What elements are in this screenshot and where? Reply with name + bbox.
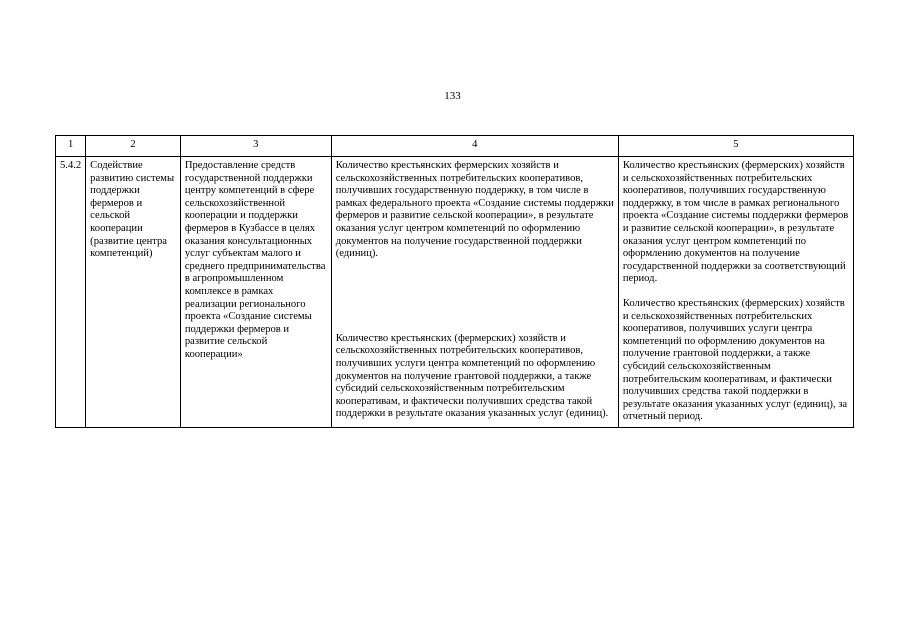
header-cell-3: 3 [180,136,331,157]
methodology-cell [618,157,853,428]
page-number: 133 [444,90,461,102]
methodology-paragraph-2: Количество крестьянских (фермерских) хозяйств и сельскохозяйственных потребительских кооперативов, получивших услуги центра компетенций по оформлению документов на получение грантовой поддержки, а также субсидий сельскохозяйственным потребительским кооперативам, и фактически получивших средства такой поддержки в результате оказания указанных услуг (единиц), за отчетный период. [622,297,848,423]
row-number-cell: 5.4.2 [56,157,86,428]
indicator-table [55,135,854,428]
measure-name-cell: Содействие развитию системы поддержки фермеров и сельской кооперации (развитие центра компетенций) [86,157,181,428]
table-header-row [56,136,854,157]
header-cell-4: 4 [331,136,618,157]
header-cell-1: 1 [56,136,86,157]
indicator-paragraph-1: Количество крестьянских фермерских хозяйств и сельскохозяйственных потребительских кооперативов, получивших государственную поддержку, в том числе в рамках федерального проекта «Создание системы поддержки фермеров и развитие сельской кооперации», в результате оказания услуг центром компетенций по оформлению документов на получение государственной поддержки (единиц). [335,160,614,260]
header-cell-5: 5 [618,136,853,157]
paragraph-spacer [623,286,849,298]
header-cell-2: 2 [86,136,181,157]
measure-description-cell: Предоставление средств государственной поддержки центру компетенций в сфере сельскохозяйственной кооперации и поддержки фермеров в Кузбассе в целях оказания консультационных услуг субъектам малого и среднего предпринимательства в агропромышленном комплексе в рамках реализации регионального проекта «Создание системы поддержки фермеров и развитие сельской кооперации» [180,157,331,428]
indicator-paragraph-2: Количество крестьянских (фермерских) хозяйств и сельскохозяйственных потребительских кооперативов, получивших услуги центра компетенций по оформлению документов на получение грантовой поддержки, а также субсидий сельскохозяйственным потребительским кооперативам, и фактически получивших средства такой поддержки в результате оказания указанных услуг (единиц). [335,332,609,420]
indicator-cell [331,157,618,428]
paragraph-spacer [336,261,614,333]
table-row [56,157,854,428]
methodology-paragraph-1: Количество крестьянских (фермерских) хозяйств и сельскохозяйственных потребительских кооперативов, получивших государственную поддержку, в том числе в рамках регионального проекта «Создание системы поддержки фермеров и развитие сельской кооперации», в результате оказания услуг центром компетенций по оформлению документов на получение государственной поддержки за соответствующий период. [622,160,849,285]
